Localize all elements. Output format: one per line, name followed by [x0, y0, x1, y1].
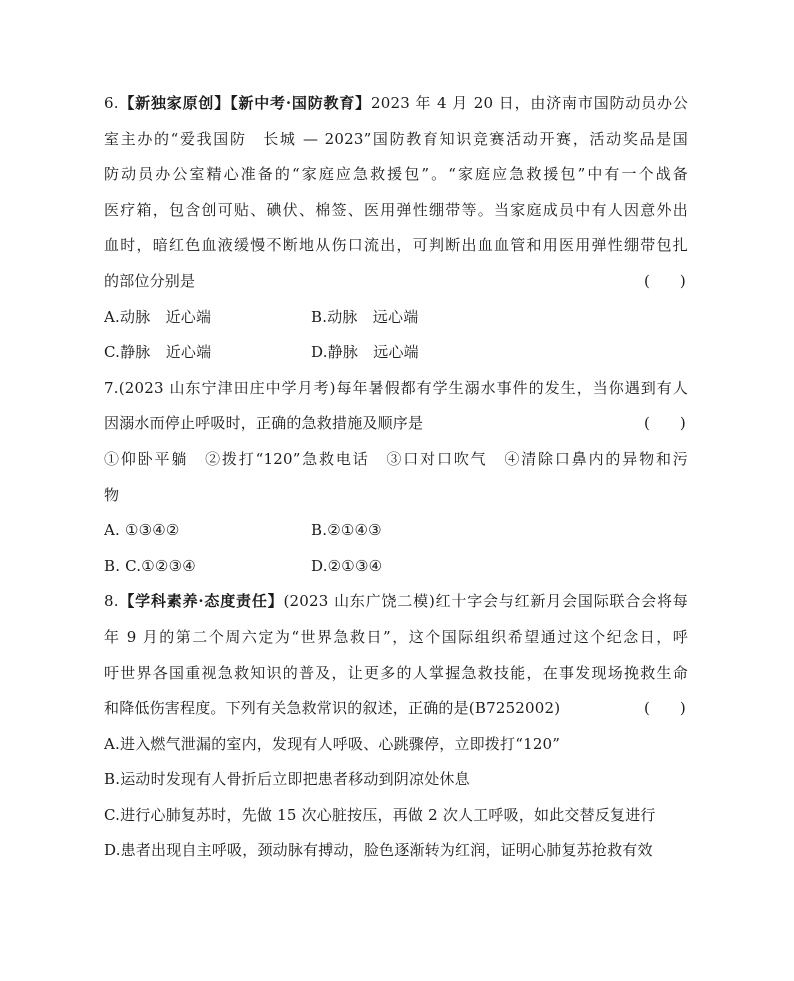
q8-tag: 【学科素养·态度责任】 [118, 592, 284, 611]
q8-line-2: 年 9 月的第二个周六定为“世界急救日”，这个国际组织希望通过这个纪念日，呼 [104, 627, 688, 646]
q8-option-c: C.进行心肺复苏时，先做 15 次心脏按压，再做 2 次人工呼吸，如此交替反复进行 [104, 805, 656, 824]
q6-text-1: 2023 年 4 月 20 日，由济南市国防动员办公 [371, 94, 688, 112]
q6-line-4: 医疗箱，包含创可贴、碘伏、棉签、医用弹性绷带等。当家庭成员中有人因意外出 [104, 200, 688, 219]
q6-text-6: 的部位分别是 [104, 271, 196, 290]
q6-line-6 [104, 264, 688, 300]
q8-text-1: (2023 山东广饶二模)红十字会与红新月会国际联合会将每 [283, 592, 688, 611]
question-8 [104, 584, 688, 869]
q6-line-3: 防动员办公室精心准备的“家庭应急救援包”。“家庭应急救援包”中有一个战备 [104, 165, 688, 184]
q7-text-1: 每年暑假都有学生溺水事件的发生，当你遇到有人 [335, 378, 688, 397]
q6-option-d: D.静脉 远心端 [311, 343, 419, 362]
q6-options-row-1 [104, 300, 688, 336]
question-6 [104, 86, 688, 371]
q7-option-c: B. C.①②③④ [104, 556, 196, 575]
q6-line-1 [104, 86, 688, 122]
q7-source: (2023 山东宁津田庄中学月考) [118, 378, 336, 397]
q6-option-a: A.动脉 近心端 [104, 307, 212, 326]
q7-steps-line-1: ①仰卧平躺 ②拨打“120”急救电话 ③口对口吹气 ④清除口鼻内的异物和污 [104, 449, 688, 468]
q6-answer-paren: ( ) [644, 271, 686, 290]
q7-number: 7. [104, 378, 119, 397]
q7-options-row-1 [104, 513, 688, 549]
q7-text-2: 因溺水而停止呼吸时，正确的急救措施及顺序是 [104, 414, 424, 433]
q8-option-b: B.运动时发现有人骨折后立即把患者移动到阴凉处休息 [104, 770, 470, 789]
q6-option-b: B.动脉 远心端 [311, 307, 419, 326]
q8-line-4 [104, 691, 688, 727]
q8-option-d: D.患者出现自主呼吸，颈动脉有搏动，脸色逐渐转为红润，证明心肺复苏抢救有效 [104, 841, 653, 860]
q8-answer-paren: ( ) [644, 699, 686, 718]
q7-options-row-2 [104, 549, 688, 585]
q6-number: 6. [104, 94, 119, 112]
q6-line-5: 血时，暗红色血液缓慢不断地从伤口流出，可判断出血血管和用医用弹性绷带包扎 [104, 236, 688, 255]
q8-option-a: A.进入燃气泄漏的室内，发现有人呼吸、心跳骤停，立即拨打“120” [104, 734, 561, 753]
q7-option-d: D.②①③④ [311, 556, 383, 575]
q8-number: 8. [104, 592, 119, 611]
q7-answer-paren: ( ) [644, 414, 686, 433]
question-7 [104, 371, 688, 585]
q7-steps-line-2: 物 [104, 485, 120, 504]
q7-line-1 [104, 371, 688, 407]
document-page [104, 86, 688, 869]
q6-line-2: 室主办的“爱我国防 长城 — 2023”国防教育知识竞赛活动开赛，活动奖品是国 [104, 129, 688, 148]
q6-options-row-2 [104, 335, 688, 371]
q6-option-c: C.静脉 近心端 [104, 343, 212, 362]
q7-option-a: A. ①③④② [104, 521, 180, 540]
q8-line-1 [104, 584, 688, 620]
q7-line-2 [104, 406, 688, 442]
q6-tag-original: 【新独家原创】 [118, 94, 231, 112]
q8-text-4: 和降低伤害程度。下列有关急救常识的叙述，正确的是(B7252002) [104, 699, 561, 718]
q6-tag-topic: 【新中考·国防教育】 [230, 94, 371, 112]
q7-option-b: B.②①④③ [311, 521, 382, 540]
q8-line-3: 吁世界各国重视急救知识的普及，让更多的人掌握急救技能，在事发现场挽救生命 [104, 663, 688, 682]
